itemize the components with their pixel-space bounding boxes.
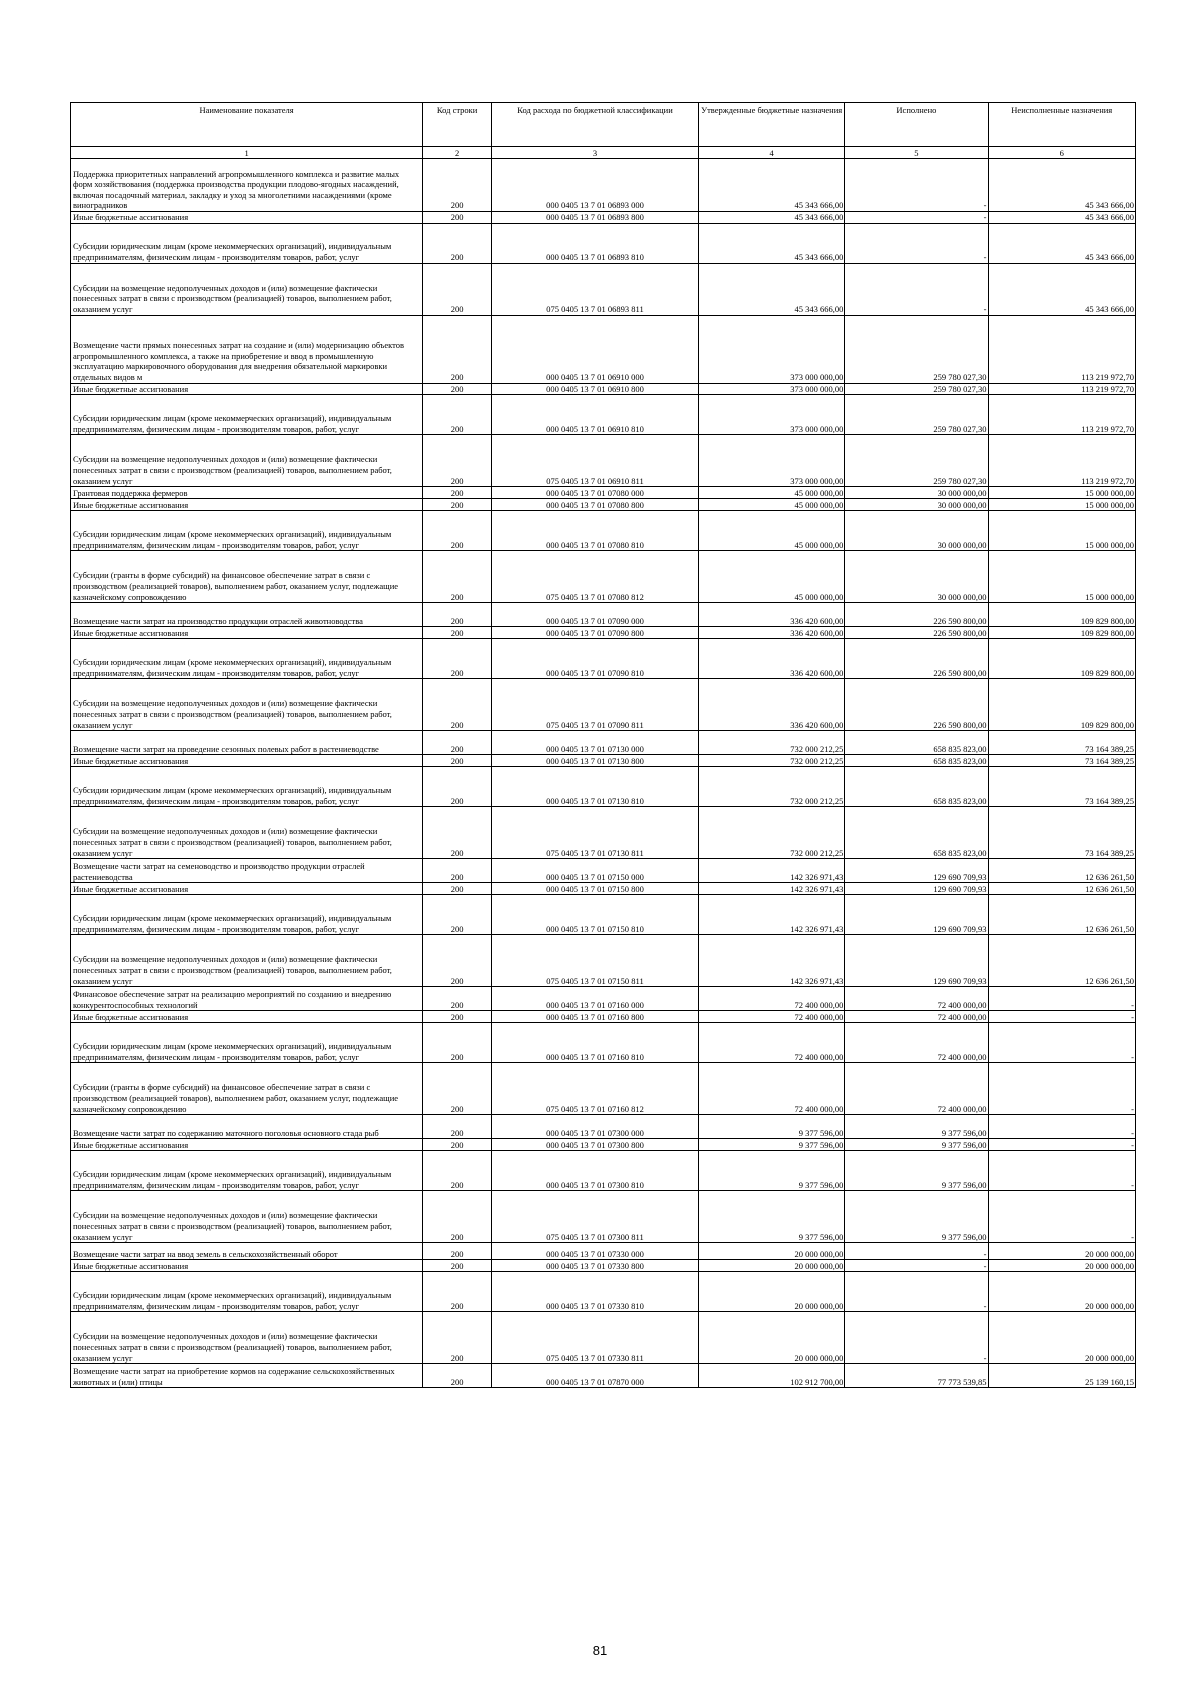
row-line-code-cell: 200 <box>423 499 492 511</box>
column-number: 1 <box>71 147 423 159</box>
row-unexecuted-cell: - <box>988 1063 1136 1115</box>
row-classification-code-cell: 000 0405 13 7 01 07080 810 <box>492 511 699 551</box>
row-classification-code-cell: 000 0405 13 7 01 07300 810 <box>492 1151 699 1191</box>
row-line-code-cell: 200 <box>423 859 492 883</box>
table-header-row <box>71 103 1136 147</box>
row-classification-code-cell: 000 0405 13 7 01 07330 810 <box>492 1272 699 1312</box>
table-row <box>71 1011 1136 1023</box>
table-row <box>71 603 1136 627</box>
row-classification-code-cell: 000 0405 13 7 01 07160 000 <box>492 987 699 1011</box>
row-executed-cell: 658 835 823,00 <box>845 755 988 767</box>
row-line-code-cell: 200 <box>423 383 492 395</box>
row-executed-cell: 72 400 000,00 <box>845 1063 988 1115</box>
row-executed-cell: 259 780 027,30 <box>845 435 988 487</box>
row-name-cell: Субсидии на возмещение недополученных доходов и (или) возмещение фактически понесенных затрат в связи с производством (реализацией) товаров, выполнением работ, оказанием услуг <box>71 679 423 731</box>
header-indicator-name: Наименование показателя <box>71 103 423 147</box>
row-approved-cell: 732 000 212,25 <box>698 807 844 859</box>
row-line-code-cell: 200 <box>423 731 492 755</box>
row-line-code-cell: 200 <box>423 627 492 639</box>
row-executed-cell: 9 377 596,00 <box>845 1115 988 1139</box>
row-executed-cell: 30 000 000,00 <box>845 511 988 551</box>
row-unexecuted-cell: 15 000 000,00 <box>988 499 1136 511</box>
row-unexecuted-cell: - <box>988 1191 1136 1243</box>
row-name-cell: Возмещение части затрат на семеноводство и производство продукции отраслей растениеводства <box>71 859 423 883</box>
row-executed-cell: - <box>845 159 988 212</box>
row-executed-cell: 9 377 596,00 <box>845 1151 988 1191</box>
row-classification-code-cell: 000 0405 13 7 01 06910 810 <box>492 395 699 435</box>
row-classification-code-cell: 075 0405 13 7 01 07160 812 <box>492 1063 699 1115</box>
row-line-code-cell: 200 <box>423 639 492 679</box>
row-line-code-cell: 200 <box>423 1272 492 1312</box>
row-unexecuted-cell: 15 000 000,00 <box>988 487 1136 499</box>
row-line-code-cell: 200 <box>423 1260 492 1272</box>
row-executed-cell: - <box>845 212 988 224</box>
table-row <box>71 487 1136 499</box>
row-approved-cell: 45 343 666,00 <box>698 263 844 315</box>
header-line-code: Код строки <box>423 103 492 147</box>
row-executed-cell: 72 400 000,00 <box>845 1023 988 1063</box>
row-classification-code-cell: 000 0405 13 7 01 07160 810 <box>492 1023 699 1063</box>
budget-report-sheet <box>70 102 1136 1388</box>
row-unexecuted-cell: 109 829 800,00 <box>988 639 1136 679</box>
row-name-cell: Возмещение части затрат по содержанию маточного поголовья основного стада рыб <box>71 1115 423 1139</box>
header-approved-allocations: Утвержденные бюджетные назначения <box>698 103 844 147</box>
table-row <box>71 755 1136 767</box>
column-number: 4 <box>698 147 844 159</box>
row-classification-code-cell: 000 0405 13 7 01 06910 800 <box>492 383 699 395</box>
table-row <box>71 859 1136 883</box>
column-number: 2 <box>423 147 492 159</box>
row-name-cell: Иные бюджетные ассигнования <box>71 755 423 767</box>
table-row <box>71 1364 1136 1388</box>
row-executed-cell: 226 590 800,00 <box>845 639 988 679</box>
row-executed-cell: 226 590 800,00 <box>845 679 988 731</box>
row-name-cell: Субсидии на возмещение недополученных доходов и (или) возмещение фактически понесенных затрат в связи с производством (реализацией) товаров, выполнением работ, оказанием услуг <box>71 263 423 315</box>
row-classification-code-cell: 000 0405 13 7 01 07330 800 <box>492 1260 699 1272</box>
row-line-code-cell: 200 <box>423 807 492 859</box>
row-line-code-cell: 200 <box>423 1139 492 1151</box>
row-name-cell: Субсидии юридическим лицам (кроме некоммерческих организаций), индивидуальным предпринимателям, физическим лицам - производителям товаров, работ, услуг <box>71 1272 423 1312</box>
column-number: 3 <box>492 147 699 159</box>
row-classification-code-cell: 000 0405 13 7 01 07090 000 <box>492 603 699 627</box>
row-approved-cell: 142 326 971,43 <box>698 883 844 895</box>
row-classification-code-cell: 000 0405 13 7 01 07300 000 <box>492 1115 699 1139</box>
row-unexecuted-cell: 45 343 666,00 <box>988 263 1136 315</box>
row-classification-code-cell: 075 0405 13 7 01 06910 811 <box>492 435 699 487</box>
row-approved-cell: 732 000 212,25 <box>698 731 844 755</box>
row-name-cell: Поддержка приоритетных направлений агропромышленного комплекса и развитие малых форм хозяйствования (поддержка производства продукции плодово-ягодных насаждений, включая посадочный материал, закладку и уход за многолетними насаждениями (кроме виноградников <box>71 159 423 212</box>
table-row <box>71 1063 1136 1115</box>
row-executed-cell: 30 000 000,00 <box>845 551 988 603</box>
row-name-cell: Возмещение части затрат на ввод земель в сельскохозяйственный оборот <box>71 1243 423 1260</box>
row-unexecuted-cell: - <box>988 1011 1136 1023</box>
row-name-cell: Субсидии на возмещение недополученных доходов и (или) возмещение фактически понесенных затрат в связи с производством (реализацией) товаров, выполнением работ, оказанием услуг <box>71 1191 423 1243</box>
row-name-cell: Иные бюджетные ассигнования <box>71 1260 423 1272</box>
row-executed-cell: - <box>845 223 988 263</box>
row-classification-code-cell: 000 0405 13 7 01 07160 800 <box>492 1011 699 1023</box>
row-executed-cell: 129 690 709,93 <box>845 895 988 935</box>
row-approved-cell: 20 000 000,00 <box>698 1243 844 1260</box>
row-line-code-cell: 200 <box>423 263 492 315</box>
row-approved-cell: 45 343 666,00 <box>698 212 844 224</box>
row-executed-cell: - <box>845 1312 988 1364</box>
row-line-code-cell: 200 <box>423 212 492 224</box>
row-name-cell: Субсидии (гранты в форме субсидий) на финансовое обеспечение затрат в связи с производством (реализацией товаров), выполнением работ, оказанием услуг, подлежащие казначейскому сопровождению <box>71 1063 423 1115</box>
row-name-cell: Грантовая поддержка фермеров <box>71 487 423 499</box>
row-unexecuted-cell: 15 000 000,00 <box>988 551 1136 603</box>
row-line-code-cell: 200 <box>423 1023 492 1063</box>
row-classification-code-cell: 000 0405 13 7 01 07090 800 <box>492 627 699 639</box>
row-name-cell: Субсидии на возмещение недополученных доходов и (или) возмещение фактически понесенных затрат в связи с производством (реализацией) товаров, выполнением работ, оказанием услуг <box>71 435 423 487</box>
row-name-cell: Субсидии юридическим лицам (кроме некоммерческих организаций), индивидуальным предпринимателям, физическим лицам - производителям товаров, работ, услуг <box>71 395 423 435</box>
row-line-code-cell: 200 <box>423 1364 492 1388</box>
table-row <box>71 639 1136 679</box>
row-name-cell: Иные бюджетные ассигнования <box>71 383 423 395</box>
row-approved-cell: 102 912 700,00 <box>698 1364 844 1388</box>
row-classification-code-cell: 000 0405 13 7 01 07130 000 <box>492 731 699 755</box>
header-unexecuted-allocations: Неисполненные назначения <box>988 103 1136 147</box>
row-executed-cell: - <box>845 1272 988 1312</box>
row-name-cell: Возмещение части затрат на проведение сезонных полевых работ в растениеводстве <box>71 731 423 755</box>
row-name-cell: Иные бюджетные ассигнования <box>71 1011 423 1023</box>
row-name-cell: Субсидии юридическим лицам (кроме некоммерческих организаций), индивидуальным предпринимателям, физическим лицам - производителям товаров, работ, услуг <box>71 767 423 807</box>
row-executed-cell: 226 590 800,00 <box>845 627 988 639</box>
row-approved-cell: 45 343 666,00 <box>698 159 844 212</box>
row-name-cell: Субсидии юридическим лицам (кроме некоммерческих организаций), индивидуальным предпринимателям, физическим лицам - производителям товаров, работ, услуг <box>71 223 423 263</box>
row-approved-cell: 336 420 600,00 <box>698 679 844 731</box>
row-executed-cell: - <box>845 1260 988 1272</box>
row-classification-code-cell: 000 0405 13 7 01 07080 000 <box>492 487 699 499</box>
row-line-code-cell: 200 <box>423 1011 492 1023</box>
row-approved-cell: 142 326 971,43 <box>698 895 844 935</box>
row-approved-cell: 45 000 000,00 <box>698 487 844 499</box>
row-unexecuted-cell: - <box>988 1115 1136 1139</box>
row-classification-code-cell: 000 0405 13 7 01 06910 000 <box>492 315 699 383</box>
row-approved-cell: 20 000 000,00 <box>698 1272 844 1312</box>
row-unexecuted-cell: 73 164 389,25 <box>988 807 1136 859</box>
row-line-code-cell: 200 <box>423 1115 492 1139</box>
row-line-code-cell: 200 <box>423 679 492 731</box>
table-row <box>71 935 1136 987</box>
row-classification-code-cell: 000 0405 13 7 01 07080 800 <box>492 499 699 511</box>
row-unexecuted-cell: 25 139 160,15 <box>988 1364 1136 1388</box>
row-unexecuted-cell: 20 000 000,00 <box>988 1243 1136 1260</box>
row-executed-cell: 72 400 000,00 <box>845 1011 988 1023</box>
row-executed-cell: 129 690 709,93 <box>845 859 988 883</box>
row-name-cell: Субсидии на возмещение недополученных доходов и (или) возмещение фактически понесенных затрат в связи с производством (реализацией) товаров, выполнением работ, оказанием услуг <box>71 935 423 987</box>
row-name-cell: Иные бюджетные ассигнования <box>71 627 423 639</box>
column-number: 5 <box>845 147 988 159</box>
table-row <box>71 511 1136 551</box>
row-unexecuted-cell: - <box>988 987 1136 1011</box>
row-classification-code-cell: 000 0405 13 7 01 07130 800 <box>492 755 699 767</box>
row-classification-code-cell: 000 0405 13 7 01 07300 800 <box>492 1139 699 1151</box>
table-row <box>71 315 1136 383</box>
table-row <box>71 1191 1136 1243</box>
row-approved-cell: 72 400 000,00 <box>698 1011 844 1023</box>
row-line-code-cell: 200 <box>423 159 492 212</box>
column-number-row <box>71 147 1136 159</box>
row-name-cell: Возмещение части прямых понесенных затрат на создание и (или) модернизацию объектов агропромышленного комплекса, а также на приобретение и ввод в промышленную эксплуатацию маркировочного оборудования для внедрения обязательной маркировки отдельных видов м <box>71 315 423 383</box>
row-approved-cell: 336 420 600,00 <box>698 627 844 639</box>
row-executed-cell: 30 000 000,00 <box>845 487 988 499</box>
table-row <box>71 499 1136 511</box>
table-row <box>71 395 1136 435</box>
row-line-code-cell: 200 <box>423 1151 492 1191</box>
table-row <box>71 1023 1136 1063</box>
row-approved-cell: 9 377 596,00 <box>698 1191 844 1243</box>
row-line-code-cell: 200 <box>423 223 492 263</box>
row-approved-cell: 373 000 000,00 <box>698 435 844 487</box>
row-executed-cell: 658 835 823,00 <box>845 807 988 859</box>
table-row <box>71 627 1136 639</box>
header-executed: Исполнено <box>845 103 988 147</box>
row-approved-cell: 72 400 000,00 <box>698 1063 844 1115</box>
row-name-cell: Иные бюджетные ассигнования <box>71 499 423 511</box>
row-classification-code-cell: 000 0405 13 7 01 07150 810 <box>492 895 699 935</box>
table-row <box>71 1272 1136 1312</box>
row-unexecuted-cell: 45 343 666,00 <box>988 212 1136 224</box>
row-approved-cell: 45 343 666,00 <box>698 223 844 263</box>
row-executed-cell: 77 773 539,85 <box>845 1364 988 1388</box>
row-line-code-cell: 200 <box>423 435 492 487</box>
row-line-code-cell: 200 <box>423 395 492 435</box>
row-approved-cell: 45 000 000,00 <box>698 499 844 511</box>
row-unexecuted-cell: 15 000 000,00 <box>988 511 1136 551</box>
row-line-code-cell: 200 <box>423 935 492 987</box>
row-line-code-cell: 200 <box>423 767 492 807</box>
row-executed-cell: 9 377 596,00 <box>845 1139 988 1151</box>
row-name-cell: Субсидии юридическим лицам (кроме некоммерческих организаций), индивидуальным предпринимателям, физическим лицам - производителям товаров, работ, услуг <box>71 1023 423 1063</box>
row-executed-cell: 658 835 823,00 <box>845 731 988 755</box>
row-name-cell: Субсидии юридическим лицам (кроме некоммерческих организаций), индивидуальным предпринимателям, физическим лицам - производителям товаров, работ, услуг <box>71 895 423 935</box>
row-name-cell: Возмещение части затрат на приобретение кормов на содержание сельскохозяйственных животных и (или) птицы <box>71 1364 423 1388</box>
row-classification-code-cell: 075 0405 13 7 01 07150 811 <box>492 935 699 987</box>
row-unexecuted-cell: 12 636 261,50 <box>988 859 1136 883</box>
page-number: 81 <box>592 1643 608 1658</box>
row-approved-cell: 20 000 000,00 <box>698 1260 844 1272</box>
row-name-cell: Финансовое обеспечение затрат на реализацию мероприятий по созданию и внедрению конкурентоспособных технологий <box>71 987 423 1011</box>
row-unexecuted-cell: 113 219 972,70 <box>988 315 1136 383</box>
row-unexecuted-cell: 73 164 389,25 <box>988 755 1136 767</box>
table-row <box>71 1260 1136 1272</box>
table-row <box>71 435 1136 487</box>
row-line-code-cell: 200 <box>423 1243 492 1260</box>
row-classification-code-cell: 000 0405 13 7 01 07150 800 <box>492 883 699 895</box>
row-approved-cell: 72 400 000,00 <box>698 1023 844 1063</box>
row-approved-cell: 9 377 596,00 <box>698 1139 844 1151</box>
table-row <box>71 159 1136 212</box>
row-unexecuted-cell: 12 636 261,50 <box>988 895 1136 935</box>
row-line-code-cell: 200 <box>423 603 492 627</box>
row-classification-code-cell: 075 0405 13 7 01 07080 812 <box>492 551 699 603</box>
row-line-code-cell: 200 <box>423 895 492 935</box>
row-executed-cell: 259 780 027,30 <box>845 383 988 395</box>
row-classification-code-cell: 000 0405 13 7 01 06893 810 <box>492 223 699 263</box>
table-body <box>71 159 1136 1388</box>
row-classification-code-cell: 075 0405 13 7 01 07090 811 <box>492 679 699 731</box>
table-row <box>71 883 1136 895</box>
row-executed-cell: 129 690 709,93 <box>845 883 988 895</box>
row-unexecuted-cell: 109 829 800,00 <box>988 603 1136 627</box>
row-approved-cell: 9 377 596,00 <box>698 1151 844 1191</box>
row-unexecuted-cell: 73 164 389,25 <box>988 767 1136 807</box>
row-unexecuted-cell: 12 636 261,50 <box>988 883 1136 895</box>
row-classification-code-cell: 000 0405 13 7 01 06893 800 <box>492 212 699 224</box>
row-unexecuted-cell: 20 000 000,00 <box>988 1312 1136 1364</box>
row-unexecuted-cell: 113 219 972,70 <box>988 383 1136 395</box>
table-row <box>71 1115 1136 1139</box>
row-approved-cell: 20 000 000,00 <box>698 1312 844 1364</box>
row-approved-cell: 373 000 000,00 <box>698 315 844 383</box>
row-line-code-cell: 200 <box>423 1312 492 1364</box>
row-unexecuted-cell: 113 219 972,70 <box>988 435 1136 487</box>
row-name-cell: Субсидии юридическим лицам (кроме некоммерческих организаций), индивидуальным предпринимателям, физическим лицам - производителям товаров, работ, услуг <box>71 511 423 551</box>
row-name-cell: Иные бюджетные ассигнования <box>71 883 423 895</box>
row-name-cell: Иные бюджетные ассигнования <box>71 212 423 224</box>
row-classification-code-cell: 000 0405 13 7 01 07870 000 <box>492 1364 699 1388</box>
table-row <box>71 383 1136 395</box>
table-row <box>71 551 1136 603</box>
row-classification-code-cell: 075 0405 13 7 01 06893 811 <box>492 263 699 315</box>
row-approved-cell: 336 420 600,00 <box>698 603 844 627</box>
table-row <box>71 679 1136 731</box>
row-unexecuted-cell: 20 000 000,00 <box>988 1272 1136 1312</box>
table-row <box>71 212 1136 224</box>
row-unexecuted-cell: 73 164 389,25 <box>988 731 1136 755</box>
row-classification-code-cell: 075 0405 13 7 01 07130 811 <box>492 807 699 859</box>
budget-execution-table <box>70 102 1136 1388</box>
row-line-code-cell: 200 <box>423 1191 492 1243</box>
row-classification-code-cell: 000 0405 13 7 01 06893 000 <box>492 159 699 212</box>
row-unexecuted-cell: 109 829 800,00 <box>988 627 1136 639</box>
row-unexecuted-cell: 113 219 972,70 <box>988 395 1136 435</box>
table-row <box>71 895 1136 935</box>
row-executed-cell: 259 780 027,30 <box>845 395 988 435</box>
row-executed-cell: 226 590 800,00 <box>845 603 988 627</box>
row-unexecuted-cell: - <box>988 1139 1136 1151</box>
table-row <box>71 1312 1136 1364</box>
row-line-code-cell: 200 <box>423 511 492 551</box>
row-approved-cell: 336 420 600,00 <box>698 639 844 679</box>
row-approved-cell: 732 000 212,25 <box>698 755 844 767</box>
row-executed-cell: 30 000 000,00 <box>845 499 988 511</box>
table-row <box>71 1139 1136 1151</box>
row-executed-cell: 72 400 000,00 <box>845 987 988 1011</box>
row-unexecuted-cell: 12 636 261,50 <box>988 935 1136 987</box>
row-approved-cell: 9 377 596,00 <box>698 1115 844 1139</box>
row-approved-cell: 732 000 212,25 <box>698 767 844 807</box>
row-classification-code-cell: 000 0405 13 7 01 07130 810 <box>492 767 699 807</box>
row-executed-cell: 129 690 709,93 <box>845 935 988 987</box>
row-approved-cell: 45 000 000,00 <box>698 551 844 603</box>
row-line-code-cell: 200 <box>423 883 492 895</box>
row-line-code-cell: 200 <box>423 315 492 383</box>
row-unexecuted-cell: - <box>988 1023 1136 1063</box>
row-approved-cell: 373 000 000,00 <box>698 395 844 435</box>
header-budget-classification-code: Код расхода по бюджетной классификации <box>492 103 699 147</box>
row-name-cell: Возмещение части затрат на производство продукции отраслей животноводства <box>71 603 423 627</box>
row-approved-cell: 72 400 000,00 <box>698 987 844 1011</box>
row-classification-code-cell: 000 0405 13 7 01 07330 000 <box>492 1243 699 1260</box>
row-unexecuted-cell: 45 343 666,00 <box>988 159 1136 212</box>
row-classification-code-cell: 075 0405 13 7 01 07300 811 <box>492 1191 699 1243</box>
row-unexecuted-cell: 109 829 800,00 <box>988 679 1136 731</box>
row-name-cell: Субсидии юридическим лицам (кроме некоммерческих организаций), индивидуальным предпринимателям, физическим лицам - производителям товаров, работ, услуг <box>71 1151 423 1191</box>
table-row <box>71 767 1136 807</box>
row-line-code-cell: 200 <box>423 755 492 767</box>
row-unexecuted-cell: 20 000 000,00 <box>988 1260 1136 1272</box>
row-approved-cell: 142 326 971,43 <box>698 859 844 883</box>
row-approved-cell: 373 000 000,00 <box>698 383 844 395</box>
row-line-code-cell: 200 <box>423 987 492 1011</box>
row-line-code-cell: 200 <box>423 487 492 499</box>
table-row <box>71 1151 1136 1191</box>
row-approved-cell: 142 326 971,43 <box>698 935 844 987</box>
row-line-code-cell: 200 <box>423 551 492 603</box>
row-name-cell: Субсидии (гранты в форме субсидий) на финансовое обеспечение затрат в связи с производством (реализацией товаров), выполнением работ, оказанием услуг, подлежащие казначейскому сопровождению <box>71 551 423 603</box>
row-executed-cell: - <box>845 1243 988 1260</box>
row-unexecuted-cell: - <box>988 1151 1136 1191</box>
row-unexecuted-cell: 45 343 666,00 <box>988 223 1136 263</box>
row-classification-code-cell: 000 0405 13 7 01 07150 000 <box>492 859 699 883</box>
row-classification-code-cell: 000 0405 13 7 01 07090 810 <box>492 639 699 679</box>
row-name-cell: Иные бюджетные ассигнования <box>71 1139 423 1151</box>
table-row <box>71 263 1136 315</box>
row-name-cell: Субсидии на возмещение недополученных доходов и (или) возмещение фактически понесенных затрат в связи с производством (реализацией) товаров, выполнением работ, оказанием услуг <box>71 1312 423 1364</box>
row-approved-cell: 45 000 000,00 <box>698 511 844 551</box>
table-row <box>71 731 1136 755</box>
row-name-cell: Субсидии на возмещение недополученных доходов и (или) возмещение фактически понесенных затрат в связи с производством (реализацией) товаров, выполнением работ, оказанием услуг <box>71 807 423 859</box>
table-row <box>71 807 1136 859</box>
row-line-code-cell: 200 <box>423 1063 492 1115</box>
row-executed-cell: 9 377 596,00 <box>845 1191 988 1243</box>
table-row <box>71 223 1136 263</box>
column-number: 6 <box>988 147 1136 159</box>
row-name-cell: Субсидии юридическим лицам (кроме некоммерческих организаций), индивидуальным предпринимателям, физическим лицам - производителям товаров, работ, услуг <box>71 639 423 679</box>
row-executed-cell: - <box>845 263 988 315</box>
row-executed-cell: 658 835 823,00 <box>845 767 988 807</box>
table-row <box>71 1243 1136 1260</box>
row-classification-code-cell: 075 0405 13 7 01 07330 811 <box>492 1312 699 1364</box>
row-executed-cell: 259 780 027,30 <box>845 315 988 383</box>
table-row <box>71 987 1136 1011</box>
